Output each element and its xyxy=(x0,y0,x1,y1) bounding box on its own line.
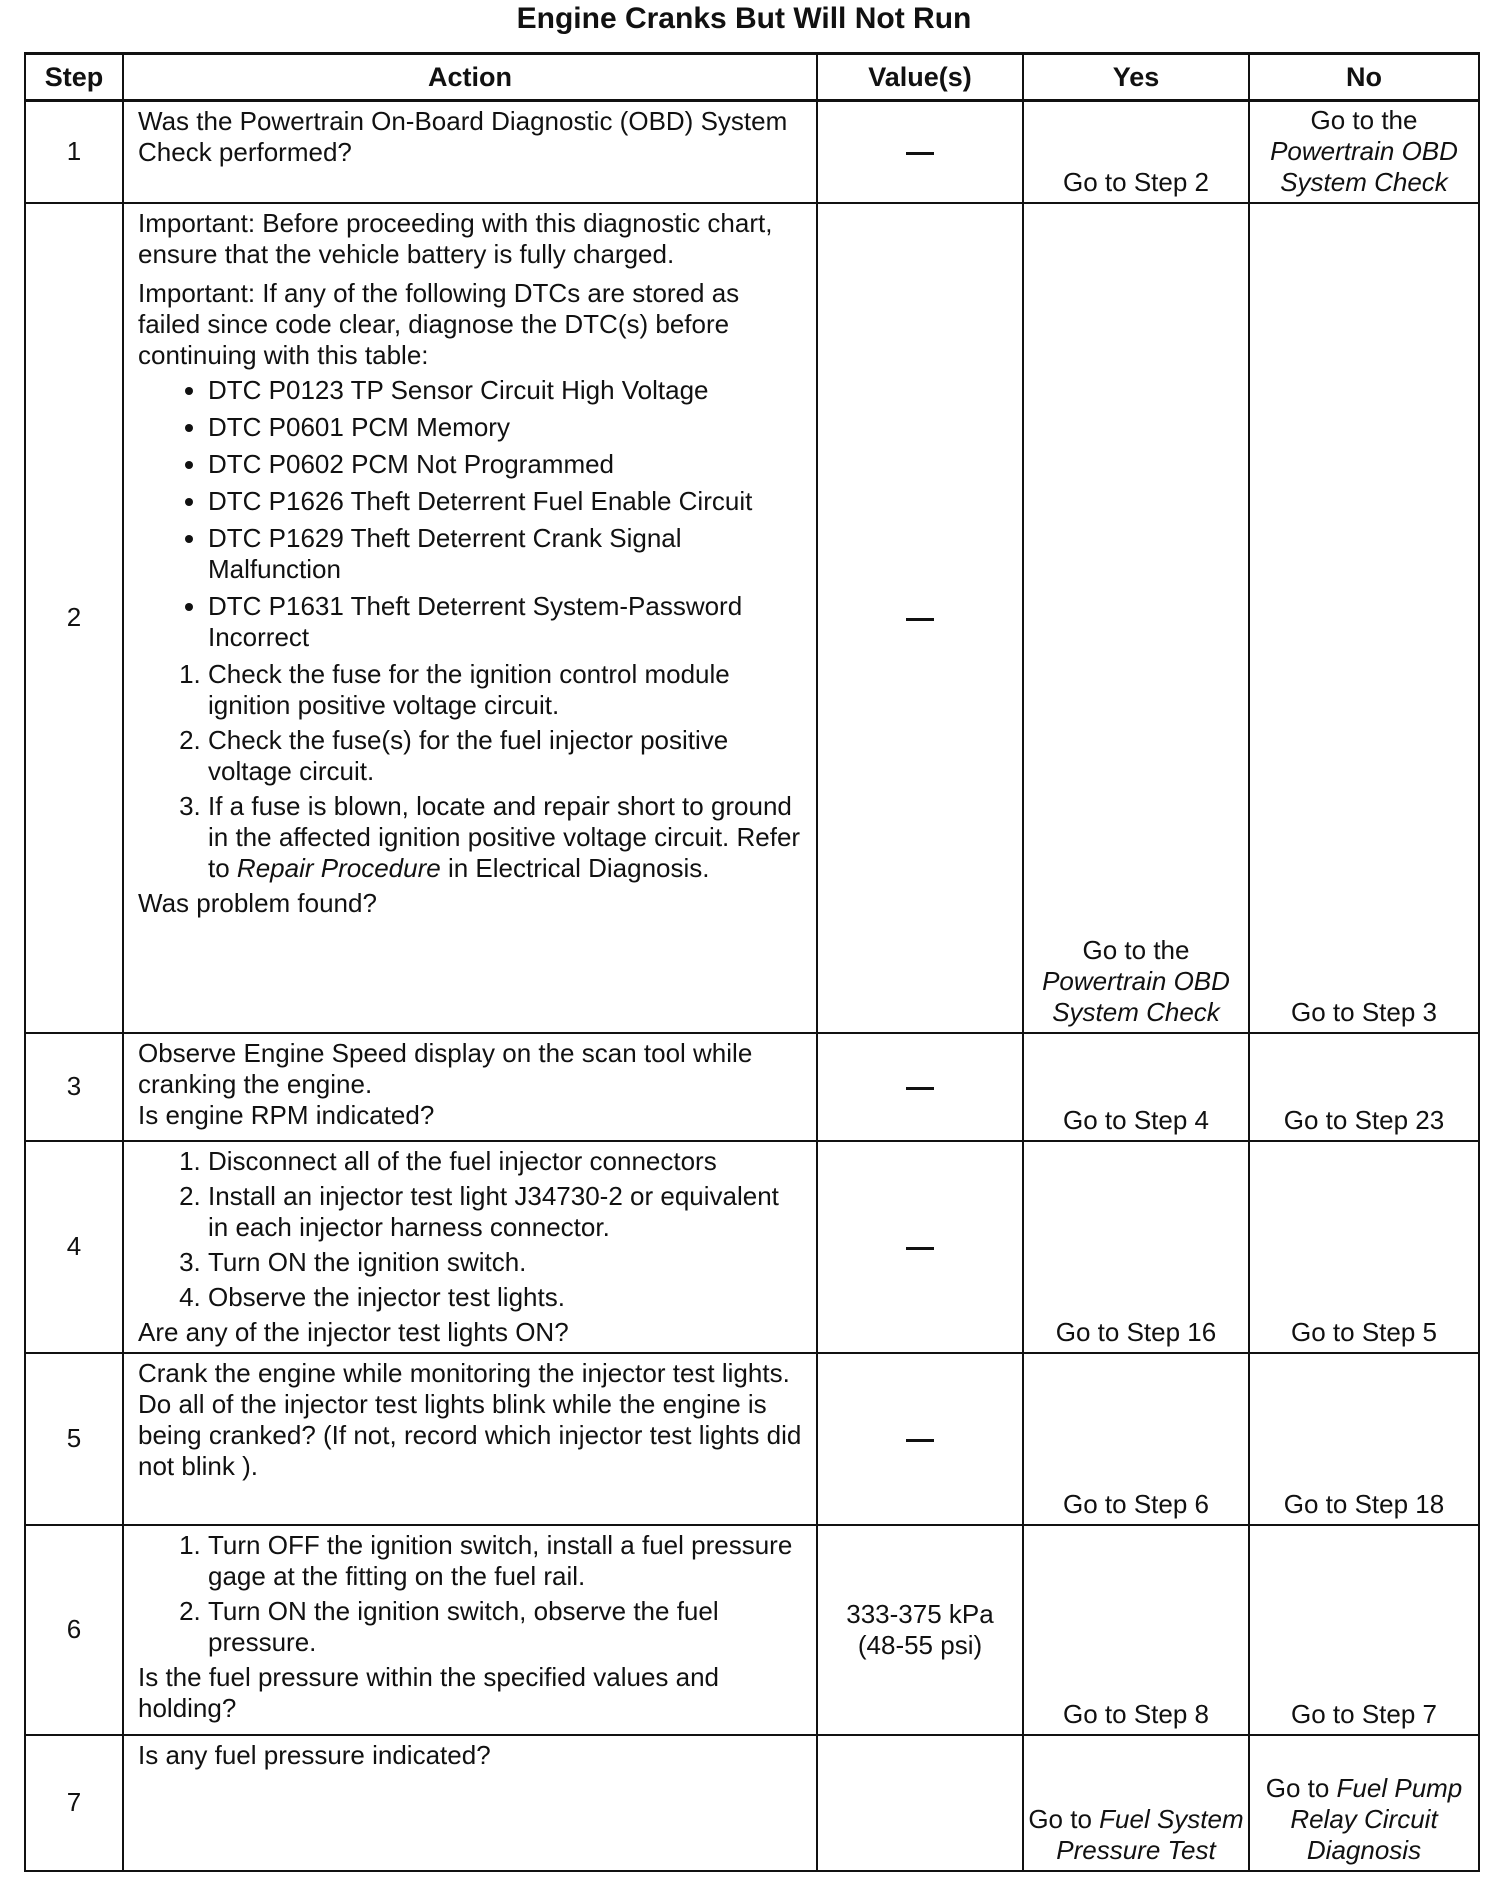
diagnostic-table xyxy=(24,52,1480,1872)
repair-procedure-link: Repair Procedure xyxy=(236,852,441,883)
action-cell xyxy=(123,1353,817,1525)
list-item: 2. Install an injector test light J34730-2 or equivalent in each injector harness connector. xyxy=(208,1181,806,1243)
list-item: 3. Turn ON the ignition switch. xyxy=(208,1247,806,1278)
important-note: Important: If any of the following DTCs are stored as failed since code clear, diagnose the DTC(s) before continuing with this table: xyxy=(138,277,740,370)
header-values: Value(s) xyxy=(817,54,1023,101)
action-cell xyxy=(123,1141,817,1353)
value-cell xyxy=(817,1141,1023,1353)
value-dash xyxy=(906,1439,934,1442)
action-text: Observe Engine Speed display on the scan tool while cranking the engine. xyxy=(138,1037,753,1099)
list-item: • DTC P1631 Theft Deterrent System-Password Incorrect xyxy=(208,591,806,653)
action-cell xyxy=(123,1735,817,1871)
table-row xyxy=(25,203,1479,1033)
no-cell: Go to Step 3 xyxy=(1249,203,1479,1033)
table-row xyxy=(25,1525,1479,1735)
list-item: 4. Observe the injector test lights. xyxy=(208,1282,806,1313)
table-row xyxy=(25,1353,1479,1525)
action-text: Crank the engine while monitoring the injector test lights. xyxy=(138,1357,790,1388)
list-item: 3. If a fuse is blown, locate and repair short to ground in the affected ignition positive voltage circuit. Refer to Repair Procedure in Electrical Diagnosis. xyxy=(208,791,806,884)
action-text: Was the Powertrain On-Board Diagnostic (OBD) System Check performed? xyxy=(138,106,788,167)
dtc-list xyxy=(178,375,806,653)
no-link: Powertrain OBD System Check xyxy=(1270,135,1458,197)
question-text: Is the fuel pressure within the specified values and holding? xyxy=(138,1661,720,1723)
question-text: Do all of the injector test lights blink while the engine is being cranked? (If not, record which injector test lights did not blink ). xyxy=(138,1388,802,1481)
question-text: Are any of the injector test lights ON? xyxy=(138,1316,569,1347)
no-line: Go to the xyxy=(1310,104,1418,135)
important-note: Important: Before proceeding with this diagnostic chart, ensure that the vehicle battery is fully charged. xyxy=(138,207,773,269)
header-step: Step xyxy=(25,54,123,101)
list-item: 1. Disconnect all of the fuel injector connectors xyxy=(208,1146,806,1177)
yes-cell: Go to Step 4 xyxy=(1023,1033,1249,1141)
value-cell xyxy=(817,1735,1023,1871)
value-cell xyxy=(817,203,1023,1033)
value-cell xyxy=(817,1525,1023,1735)
value-psi: (48-55 psi) xyxy=(857,1629,983,1660)
header-row xyxy=(25,54,1479,101)
step-number: 1 xyxy=(25,101,123,203)
action-cell xyxy=(123,203,817,1033)
header-no: No xyxy=(1249,54,1479,101)
step-number: 5 xyxy=(25,1353,123,1525)
no-cell: Go to Fuel Pump Relay Circuit Diagnosis xyxy=(1249,1735,1479,1871)
step-number: 4 xyxy=(25,1141,123,1353)
question-text: Is any fuel pressure indicated? xyxy=(138,1739,491,1770)
action-cell xyxy=(123,1525,817,1735)
yes-cell: Go to Step 8 xyxy=(1023,1525,1249,1735)
question-text: Is engine RPM indicated? xyxy=(138,1099,435,1130)
question-text: Was problem found? xyxy=(138,887,377,918)
no-cell: Go to Step 23 xyxy=(1249,1033,1479,1141)
yes-cell xyxy=(1023,203,1249,1033)
value-kpa: 333-375 kPa xyxy=(846,1598,994,1629)
action-cell xyxy=(123,101,817,203)
no-link: Fuel Pump Relay Circuit Diagnosis xyxy=(1290,1772,1463,1865)
yes-line: Go to the xyxy=(1082,934,1190,965)
step-number: 7 xyxy=(25,1735,123,1871)
page-title: Engine Cranks But Will Not Run xyxy=(516,2,972,35)
yes-cell: Go to Step 2 xyxy=(1023,101,1249,203)
value-cell xyxy=(817,1033,1023,1141)
value-dash xyxy=(906,618,934,621)
yes-cell: Go to Fuel System Pressure Test xyxy=(1023,1735,1249,1871)
yes-cell: Go to Step 6 xyxy=(1023,1353,1249,1525)
no-cell: Go to Step 7 xyxy=(1249,1525,1479,1735)
table-row xyxy=(25,1735,1479,1871)
list-item: • DTC P1629 Theft Deterrent Crank Signal Malfunction xyxy=(208,523,806,585)
list-item: • DTC P0123 TP Sensor Circuit High Voltage xyxy=(208,375,806,406)
header-yes: Yes xyxy=(1023,54,1249,101)
yes-link: Fuel System Pressure Test xyxy=(1056,1803,1244,1865)
no-cell: Go to Step 18 xyxy=(1249,1353,1479,1525)
list-item: 2. Turn ON the ignition switch, observe the fuel pressure. xyxy=(208,1596,806,1658)
list-item: 2. Check the fuse(s) for the fuel injector positive voltage circuit. xyxy=(208,725,806,787)
list-item: • DTC P0601 PCM Memory xyxy=(208,412,806,443)
yes-link: Powertrain OBD System Check xyxy=(1042,965,1230,1027)
step-number: 3 xyxy=(25,1033,123,1141)
no-cell xyxy=(1249,101,1479,203)
header-action: Action xyxy=(123,54,817,101)
procedure-list xyxy=(178,1530,806,1658)
no-cell: Go to Step 5 xyxy=(1249,1141,1479,1353)
list-item: • DTC P1626 Theft Deterrent Fuel Enable Circuit xyxy=(208,486,806,517)
yes-cell: Go to Step 16 xyxy=(1023,1141,1249,1353)
value-dash xyxy=(906,1247,934,1250)
procedure-list xyxy=(178,659,806,884)
list-item: • DTC P0602 PCM Not Programmed xyxy=(208,449,806,480)
table-row xyxy=(25,1033,1479,1141)
value-cell xyxy=(817,101,1023,203)
value-cell xyxy=(817,1353,1023,1525)
procedure-list xyxy=(178,1146,806,1313)
table-row xyxy=(25,101,1479,203)
list-item: 1. Turn OFF the ignition switch, install a fuel pressure gage at the fitting on the fuel rail. xyxy=(208,1530,806,1592)
value-dash xyxy=(906,1087,934,1090)
table-row xyxy=(25,1141,1479,1353)
action-cell xyxy=(123,1033,817,1141)
value-dash xyxy=(906,152,934,155)
step-number: 6 xyxy=(25,1525,123,1735)
step-number: 2 xyxy=(25,203,123,1033)
list-item: 1. Check the fuse for the ignition control module ignition positive voltage circuit. xyxy=(208,659,806,721)
